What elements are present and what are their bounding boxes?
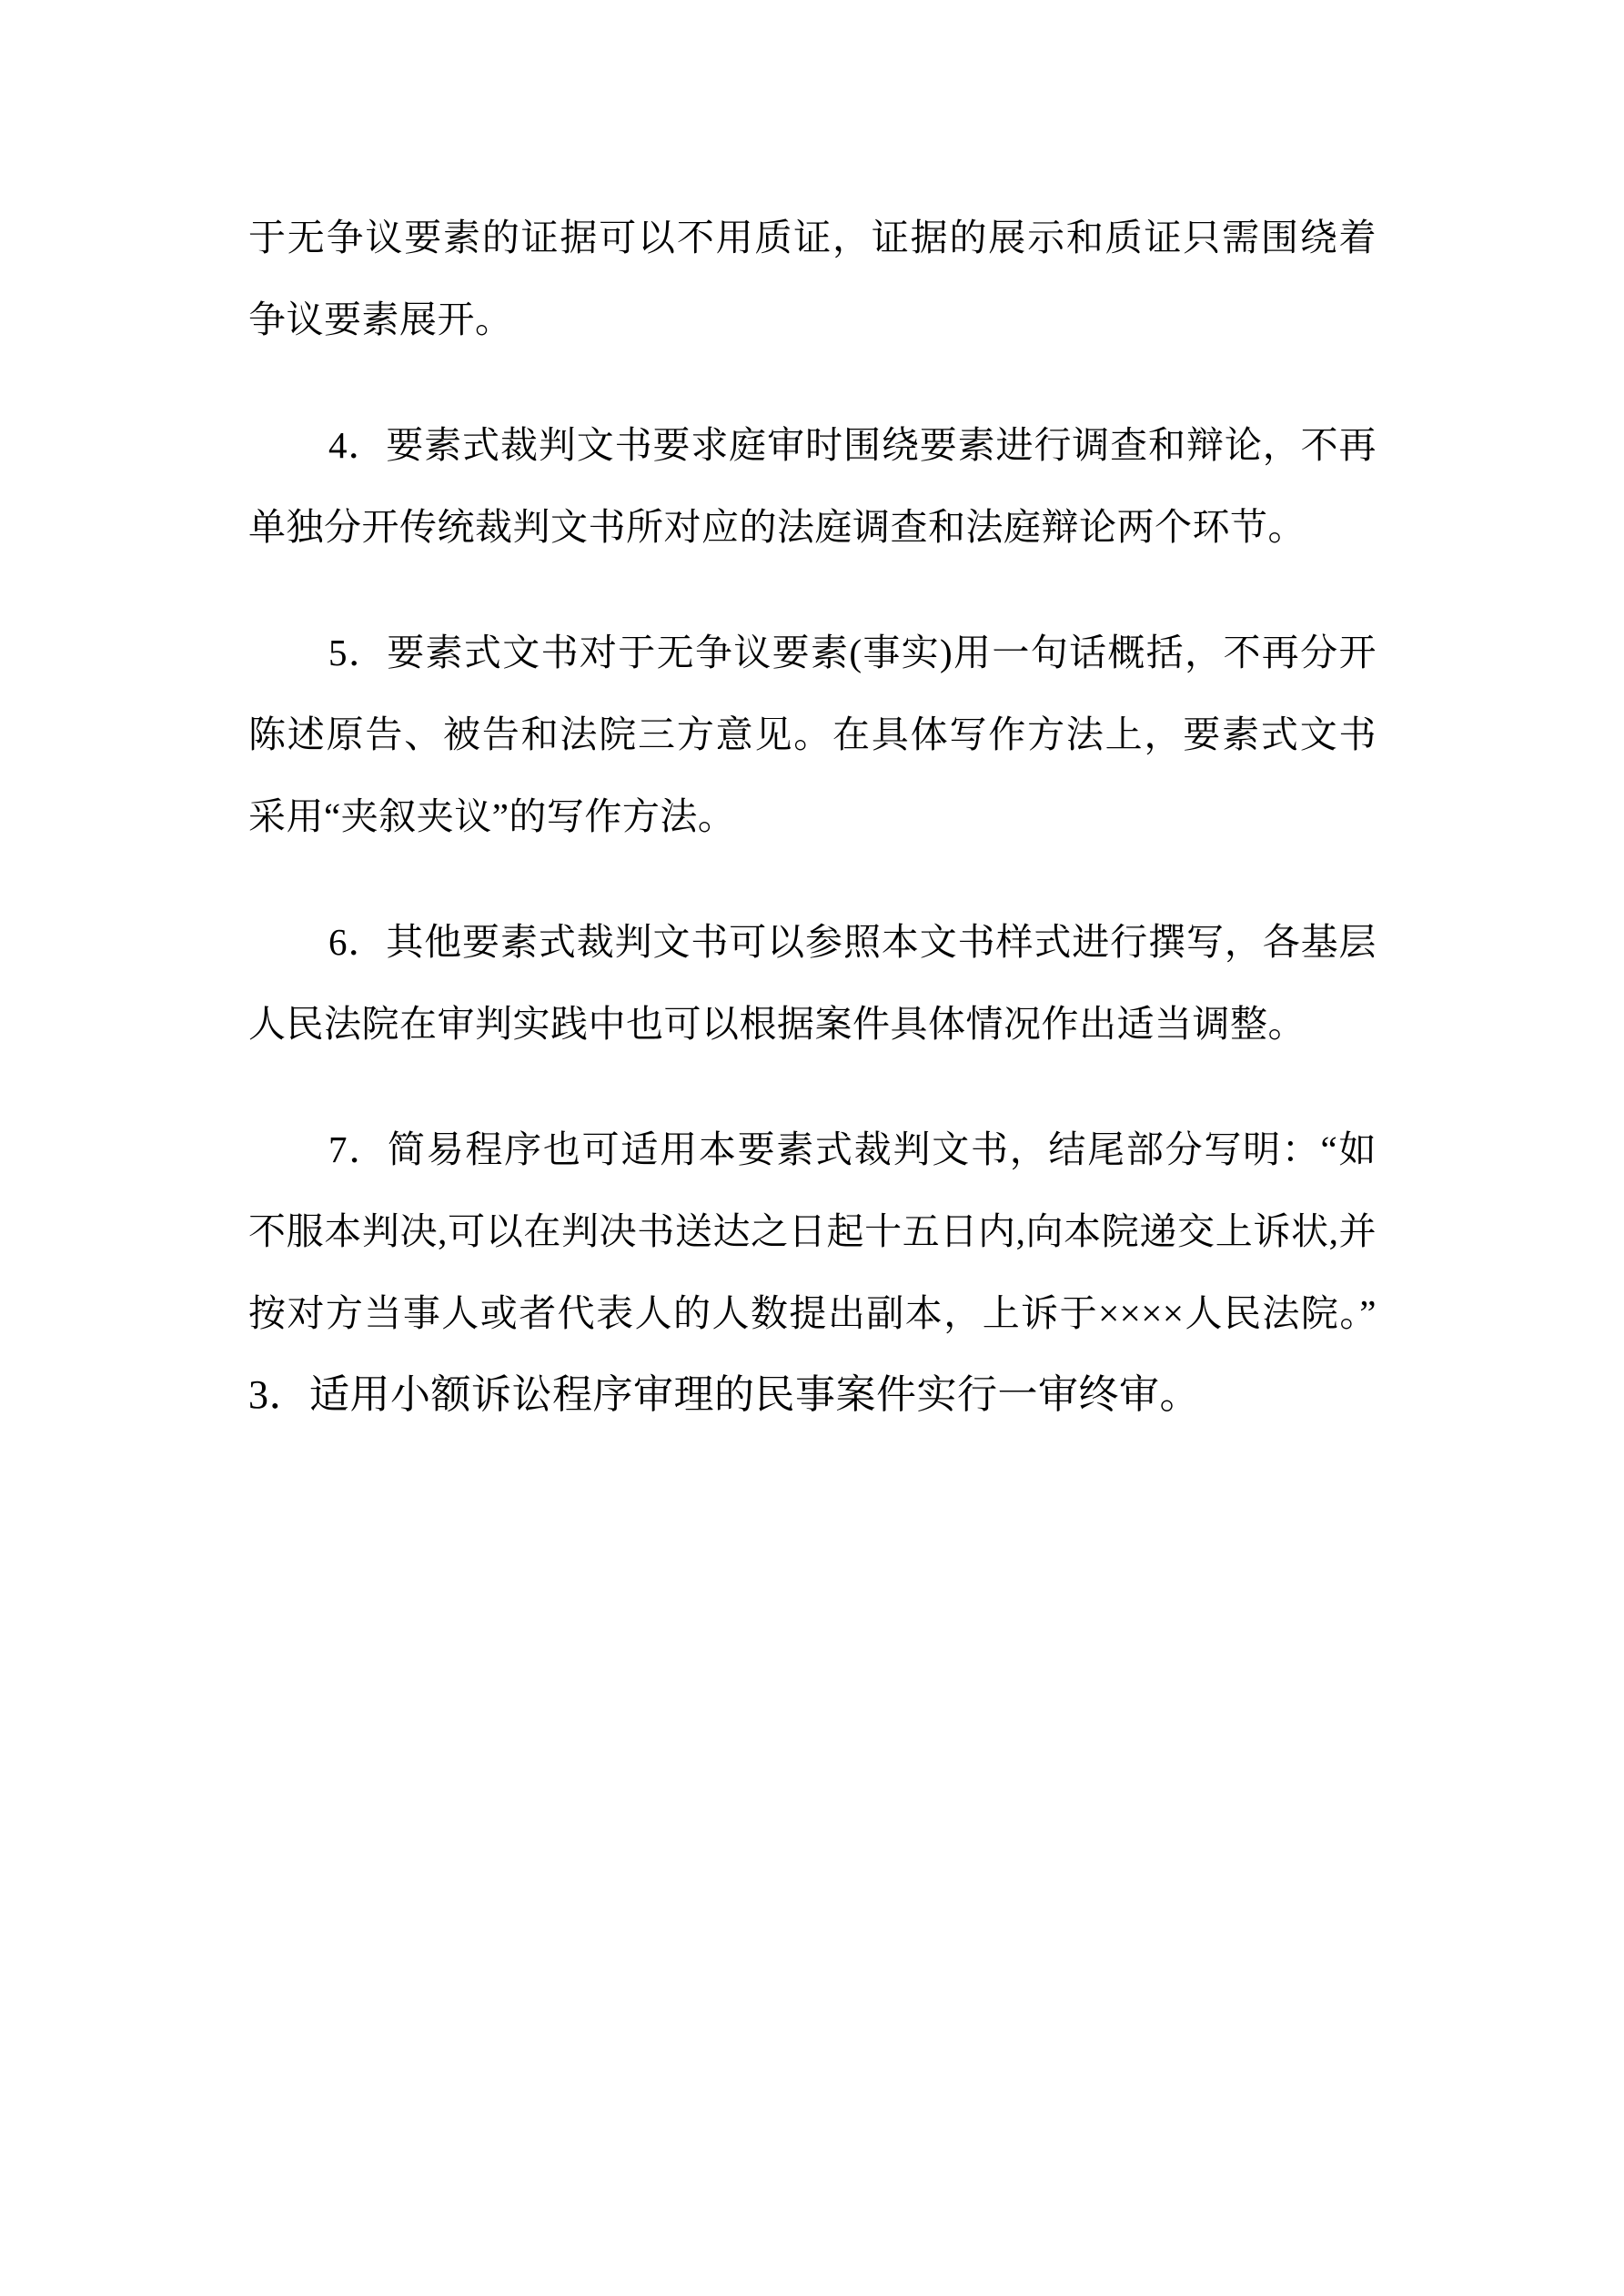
paragraph-continuation: [248, 197, 1377, 360]
paragraph-appended-large-text: 3．适用小额诉讼程序审理的民事案件实行一审终审。: [248, 1372, 1200, 1417]
paragraph-text: 6．其他要素式裁判文书可以参照本文书样式进行撰写，各基层人民法院在审判实践中也可以根据案件具体情况作出适当调整。: [248, 921, 1377, 1045]
paragraph-item-4: [248, 404, 1377, 568]
paragraph-separator-space: [1377, 1292, 1415, 1334]
paragraph-text: 5．要素式文书对于无争议要素(事实)用一句话概括，不再分开陈述原告、被告和法院三方意见。在具体写作方法上，要素式文书采用“夹叙夹议”的写作方法。: [248, 632, 1377, 837]
paragraph-text: 4．要素式裁判文书要求庭审时围绕要素进行调查和辩论，不再单独分开传统裁判文书所对应的法庭调查和法庭辩论两个环节。: [248, 424, 1377, 548]
paragraph-item-6: [248, 901, 1377, 1065]
paragraph-item-5: [248, 612, 1377, 857]
paragraph-text: 于无争议要素的证据可以不用质证，证据的展示和质证只需围绕着争议要素展开。: [248, 217, 1377, 340]
paragraph-item-7: [248, 1108, 1377, 1436]
paragraph-text: 7．简易程序也可适用本要素式裁判文书，结尾部分写明：“如不服本判决,可以在判决书送达之日起十五日内,向本院递交上诉状,并按对方当事人或者代表人的人数提出副本，上诉于××××人民法院。”: [248, 1128, 1377, 1334]
